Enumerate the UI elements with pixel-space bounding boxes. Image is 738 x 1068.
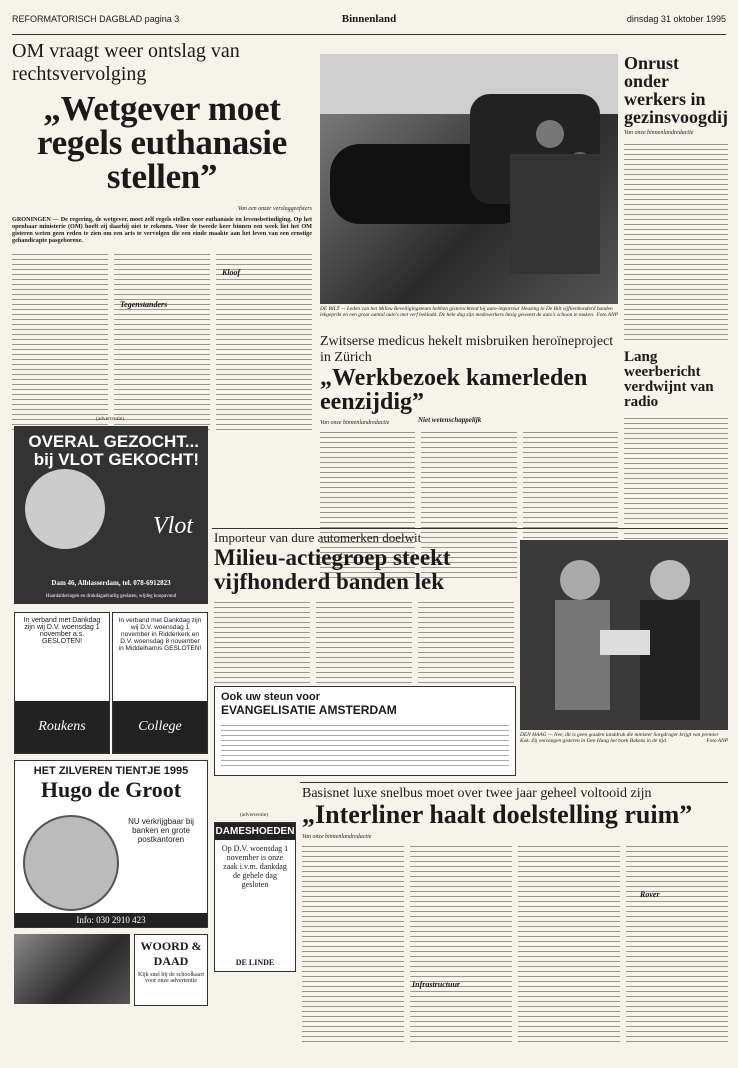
woord-photo [14, 934, 130, 1004]
vlot-portrait [25, 469, 105, 549]
evangelisatie-subtitle: EVANGELISATIE AMSTERDAM [221, 703, 397, 717]
ad-woord-daad [134, 934, 208, 1006]
milieu-rule [212, 528, 728, 529]
evangelisatie-title: Ook uw steun voor [221, 691, 321, 703]
heroine-sub: Niet wetenschappelijk [418, 416, 482, 424]
snelbus-article [302, 786, 728, 1042]
main-sub-tegenstanders: Tegenstanders [120, 300, 168, 309]
snelbus-sub-infra: Infrastructuur [412, 980, 461, 989]
roukens-brand: Roukens [15, 701, 109, 753]
snelbus-kicker: Basisnet luxe snelbus moet over twee jaar geheel voltooid zijn [302, 786, 652, 801]
tientje-coin [23, 815, 119, 911]
roukens-text: In verband met Dankdag zijn wij D.V. woensdag 1 november a.s. GESLOTEN! [23, 617, 101, 645]
masthead [12, 10, 726, 35]
milieu-caption [520, 732, 728, 745]
vlot-footer: Haardalderingen en drukdagadvatlig geslaten, wijdeg koopavond [45, 594, 177, 599]
milieu-headline: Milieu-actiegroep steekt vijfhonderd banden lek [214, 545, 451, 594]
main-headline: „Wetgever moet regels euthanasie stellen” [37, 89, 287, 196]
masthead-section: Binnenland [341, 13, 397, 25]
photo-handshake [520, 540, 728, 730]
milieu-caption-text: DEN HAAG — Nee, dit is geen gouden landdruk die minister Sorgdrager krijgt van premier Kok. Zij ontvangen gisteren in Den Haag het boek Bakens in de tijd. [520, 732, 719, 745]
ad-label-1: (advertentie) [95, 416, 125, 422]
vlot-title: OVERAL GEZOCHT... bij VLOT GEKOCHT! [28, 432, 199, 469]
sidebar-body [624, 140, 728, 340]
snelbus-sub-rover: Rover [640, 890, 660, 899]
photo-top-caption-text: DE BILT — Leden van het Milieu Beveiligingsteam hebben gisterochtend bij auto-importeur Heuzing in De Bilt vijftienhonderd banden lekgeprikt en een groot aantal auto's met verf bekladd. De hele dag zijn medewerkers bezig geweest de auto's schoon te maken. [320, 306, 613, 319]
right-sidebar [624, 54, 728, 544]
photo-people-illustration [520, 540, 728, 730]
main-kicker: OM vraagt weer ontslag van rechtsvervolging [12, 40, 240, 85]
ad-college [112, 612, 208, 754]
college-brand: College [113, 701, 207, 753]
ad-dameshoeden [214, 822, 296, 972]
main-sub-kloof: Kloof [222, 268, 241, 277]
main-byline: Van een onzer verslaggeefsters [237, 206, 312, 212]
college-text: In verband met Dankdag zijn wij D.V. woensdag 1 november in Ridderkerk en D.V. woensdag 8 november in Middelharnis GESLOTEN! [118, 617, 202, 652]
dameshoeden-title: DAMESHOEDEN [215, 823, 295, 840]
ad-label-2: (advertentie) [239, 812, 269, 818]
photo-cars-illustration [320, 54, 618, 304]
sidebar-byline: Van onze binnenlandredactie [624, 130, 694, 136]
ad-tientje [14, 760, 208, 928]
snelbus-rule [300, 782, 728, 783]
dameshoeden-brand: DE LINDE [235, 958, 275, 967]
tientje-info: Info: 030 2910 423 [15, 913, 207, 927]
main-body [12, 250, 312, 430]
snelbus-body [302, 842, 728, 1042]
ad-evangelisatie [214, 686, 516, 776]
heroine-byline: Van onze binnenlandredactie [320, 420, 390, 426]
woord-title: WOORD & DAAD [140, 939, 202, 968]
milieu-kicker: Importeur van dure automerken doelwit [214, 530, 422, 545]
evangelisatie-text [221, 721, 509, 769]
ad-vlot [14, 426, 208, 604]
tientje-sub: Hugo de Groot [40, 777, 182, 802]
ad-roukens [14, 612, 110, 754]
tientje-nu: NU verkrijgbaar bij banken en grote postkantoren [128, 817, 194, 844]
snelbus-headline: „Interliner haalt doelstelling ruim” [302, 800, 693, 829]
vlot-address: Dam 46, Alblasserdam, tel. 078-6912823 [51, 579, 171, 587]
main-article [12, 40, 312, 430]
heroine-kicker: Zwitserse medicus hekelt misbruiken heroïneproject in Zürich [320, 334, 614, 365]
woord-text: Kijk snel bij de schoolkaart voor onze advertentie [138, 972, 204, 984]
vlot-brand: Vlot [153, 513, 193, 539]
tientje-title: HET ZILVEREN TIENTJE 1995 [33, 765, 189, 777]
snelbus-byline: Van onze binnenlandredactie [302, 834, 372, 840]
main-lead: GRONINGEN — De regering, de wetgever, moet zelf regels stellen voor euthanasie en levensbeëindiging. Op het openbaar ministerie (OM) hoeft zij daarbij niet te rekenen. Voor de tweede keer binnen een week liet het OM gisteren weten geen reden te zien om een arts te vervolgen die een einde maakte aan het leven van een ernstige gehandicapte pasgeborene. [12, 216, 312, 244]
sidebar-headline: Onrust onder werkers in gezinsvoogdij [624, 53, 729, 127]
photo-top-caption [320, 306, 618, 319]
photo-top-credit: Foto ANP [596, 312, 618, 319]
milieu-credit: Foto ANP [706, 738, 728, 745]
heroine-headline: „Werkbezoek kamerleden eenzijdig” [320, 365, 588, 415]
sidebar-headline-2: Lang weerbericht verdwijnt van radio [624, 349, 714, 410]
sidebar-body-2 [624, 414, 728, 544]
masthead-paper: REFORMATORISCH DAGBLAD pagina 3 [12, 14, 180, 24]
photo-tire-damage [320, 54, 618, 304]
masthead-date: dinsdag 31 oktober 1995 [626, 14, 726, 24]
dameshoeden-text: Op D.V. woensdag 1 november is onze zaak i.v.m. dankdag de gehele dag gesloten [221, 844, 289, 889]
